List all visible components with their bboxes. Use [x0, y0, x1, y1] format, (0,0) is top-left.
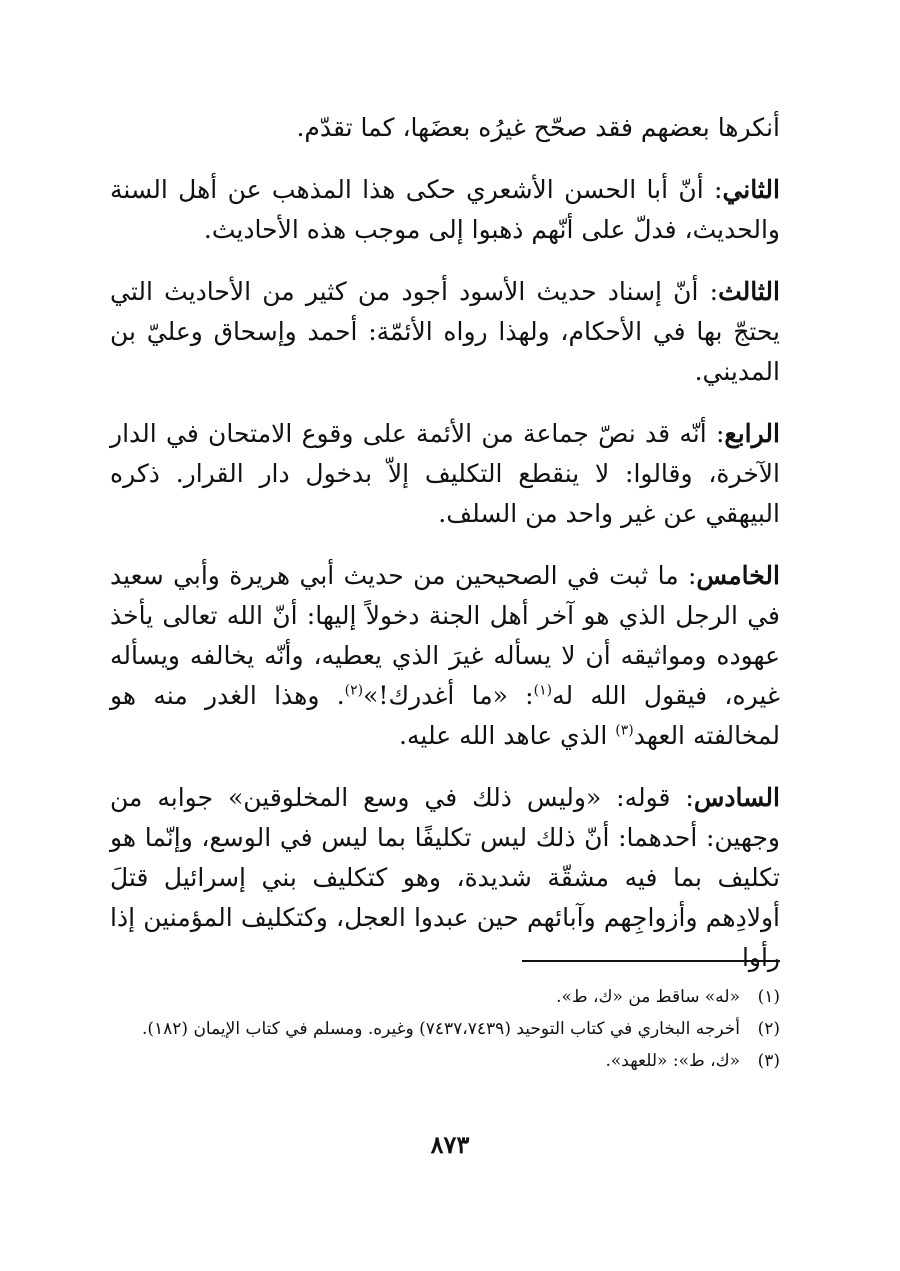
- paragraph-text: الذي عاهد الله عليه.: [399, 721, 616, 750]
- page-number: ٨٧٣: [430, 1130, 470, 1159]
- paragraph-text: : «ما أغدرك!»: [363, 681, 534, 710]
- paragraph-text: : أنّه قد نصّ جماعة من الأئمة على وقوع الامتحان في الدار الآخرة، وقالوا: لا ينقطع التكليف إلاّ بدخول دار القرار. ذكره البيهقي عن غير واحد من السلف.: [110, 419, 780, 528]
- main-text: [110, 108, 780, 1000]
- footnote-text: «له» ساقط من «ك، ط».: [556, 987, 740, 1007]
- paragraph-text: : ما ثبت في الصحيحين من حديث أبي هريرة وأبي سعيد في الرجل الذي هو آخر أهل الجنة دخولاً إليها: أنّ الله تعالى يأخذ عهوده ومواثيقه أن لا يسأله غيرَ الذي يعطيه، وأنّه يخالفه ويسأله غيره، فيقول الله له: [110, 561, 780, 710]
- paragraph-text: : أنّ إسناد حديث الأسود أجود من كثير من الأحاديث التي يحتجّ بها في الأحكام، ولهذا رواه الأئمّة: أحمد وإسحاق وعليّ بن المديني.: [110, 277, 780, 386]
- paragraph-lead: الخامس: [696, 561, 780, 590]
- paragraph-lead: الثالث: [718, 277, 780, 306]
- paragraph-third: [110, 272, 780, 392]
- footnote-number: (٣): [757, 1051, 780, 1071]
- paragraph-sixth: [110, 778, 780, 978]
- footnote-number: (٢): [757, 1019, 780, 1039]
- footnote-item: [110, 982, 780, 1012]
- footnote-text: «ك، ط»: «للعهد».: [605, 1051, 740, 1071]
- footnote-ref-1[interactable]: (١): [533, 682, 553, 699]
- paragraph-second: [110, 170, 780, 250]
- paragraph-lead: الرابع: [724, 419, 780, 448]
- footnote-ref-2[interactable]: (٢): [344, 682, 364, 699]
- footnote-item: [110, 1046, 780, 1076]
- footnotes: [110, 982, 780, 1078]
- paragraph-text: أنكرها بعضهم فقد صحّح غيرُه بعضَها، كما تقدّم.: [296, 113, 780, 142]
- paragraph-text: . وهذا الغدر منه هو لمخالفته العهد: [110, 681, 780, 750]
- paragraph-continuation: [110, 108, 780, 148]
- paragraph-text: : أنّ أبا الحسن الأشعري حكى هذا المذهب عن أهل السنة والحديث، فدلّ على أنّهم ذهبوا إلى موجب هذه الأحاديث.: [110, 175, 780, 244]
- paragraph-lead: الثاني: [722, 175, 780, 204]
- footnote-item: [110, 1014, 780, 1044]
- footnote-divider: [522, 960, 780, 962]
- paragraph-fourth: [110, 414, 780, 534]
- paragraph-fifth: [110, 556, 780, 756]
- paragraph-lead: السادس: [693, 783, 780, 812]
- footnote-number: (١): [757, 987, 780, 1007]
- footnote-text: أخرجه البخاري في كتاب التوحيد (٧٤٣٧،٧٤٣٩) وغيره. ومسلم في كتاب الإيمان (١٨٢).: [141, 1019, 740, 1039]
- footnote-ref-3[interactable]: (٣): [615, 722, 634, 739]
- paragraph-text: : قوله: «وليس ذلك في وسع المخلوقين» جوابه من وجهين: أحدهما: أنّ ذلك ليس تكليفًا بما ليس في الوسع، وإنّما هو تكليف بما فيه مشقّة شديدة، وهو كتكليف بني إسرائيل قتلَ أولادِهم وأزواجِهم وآبائهم حين عبدوا العجل، وكتكليف المؤمنين إذا رأوا: [110, 783, 780, 972]
